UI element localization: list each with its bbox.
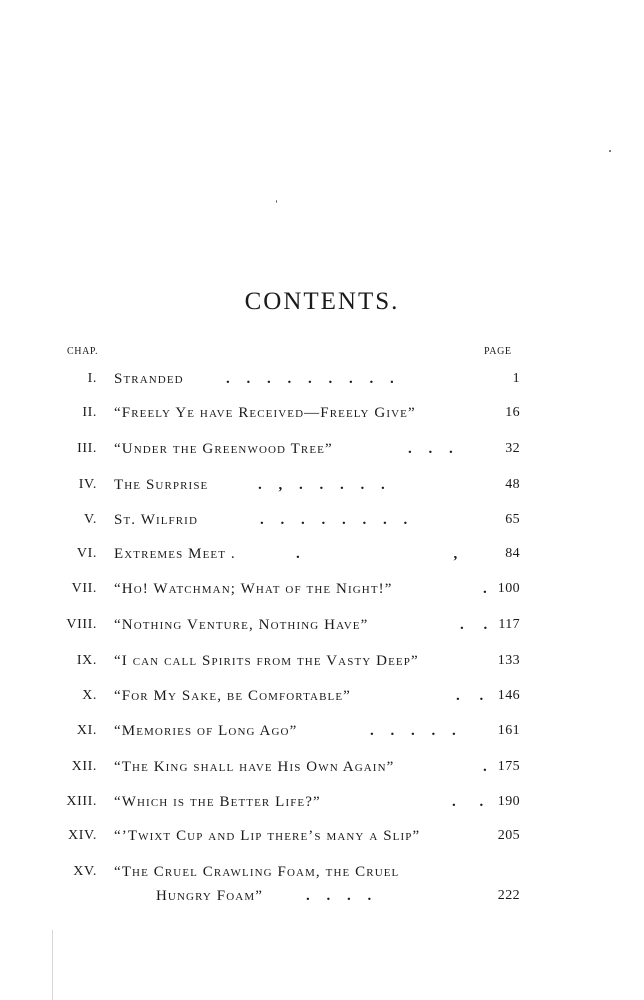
page-number: 205 [497,828,520,843]
chapter-title: “Memories of Long Ago” [114,723,298,739]
chapter-title: “Nothing Venture, Nothing Have” [114,617,369,633]
page-column-header: PAGE [484,346,512,357]
chapter-number: X. [82,688,97,703]
chapter-number: I. [87,371,97,386]
contents-entry [0,581,644,605]
chapter-title: St. Wilfrid [114,512,198,528]
page-number: 175 [497,759,520,774]
chapter-title: “The King shall have His Own Again” [114,759,395,775]
page-number: 84 [505,546,520,561]
chapter-number: V. [83,512,97,527]
page-number: 190 [497,794,520,809]
contents-entry [0,653,644,677]
chapter-title: “I can call Spirits from the Vasty Deep” [114,653,419,669]
contents-entry [0,723,644,747]
contents-entry [0,405,644,429]
page-number: 161 [497,723,520,738]
chapter-number: XV. [73,864,97,879]
leader-dots: . . . . [306,888,372,904]
contents-entry [0,688,644,712]
chapter-title: Stranded [114,371,184,387]
chapter-title: “Under the Greenwood Tree” [114,441,333,457]
contents-entry [0,441,644,465]
chapter-title: The Surprise [114,477,209,493]
contents-entry [0,477,644,501]
chapter-number: XIV. [68,828,97,843]
leader-dots: . [483,759,487,775]
contents-entry [0,864,644,912]
contents-entry [0,512,644,536]
leader-dots: . [483,581,487,597]
chapter-title-continued: Hungry Foam” [156,888,263,904]
page-number: 1 [512,371,520,386]
page-number: 65 [505,512,520,527]
chapter-title: “Which is the Better Life?” [114,794,321,810]
contents-entry [0,371,644,395]
leader-dots: . . . . . . . . [260,512,408,528]
contents-entry [0,759,644,783]
chapter-number: IX. [76,653,97,668]
contents-entry [0,794,644,818]
chapter-title: “The Cruel Crawling Foam, the Cruel [114,864,400,880]
chapter-number: VII. [71,581,97,596]
leader-dots: . . [452,794,484,810]
chapter-number: XII. [71,759,97,774]
leader-dots: . . . [408,441,453,457]
chapter-number: II. [82,405,97,420]
page-number: 117 [498,617,520,632]
chapter-title: “For My Sake, be Comfortable” [114,688,351,704]
chapter-number: IV. [78,477,97,492]
leader-dots: . , . . . . . [258,477,385,493]
chapter-number: III. [77,441,97,456]
leader-dots: . . [460,617,488,633]
leader-dots: . . . . . . . . . [226,371,394,387]
contents-entry [0,828,644,852]
page-number: 133 [497,653,520,668]
page-number: 32 [505,441,520,456]
chapter-number: XIII. [66,794,97,809]
chapter-title: “Freely Ye have Received—Freely Give” [114,405,416,421]
page-number: 146 [497,688,520,703]
leader-dots: . , [296,546,458,562]
leader-dots: . . [456,688,484,704]
contents-entry [0,617,644,641]
leader-dots: . . . . . [370,723,456,739]
chapter-number: VI. [76,546,97,561]
page-number: 222 [497,888,520,903]
contents-entry [0,546,644,570]
chap-column-header: CHAP. [67,346,99,357]
chapter-number: VIII. [66,617,97,632]
chapter-title: “’Twixt Cup and Lip there’s many a Slip” [114,828,421,844]
page-number: 16 [505,405,520,420]
page-number: 48 [505,477,520,492]
chapter-title: Extremes Meet . [114,546,236,562]
chapter-title: “Ho! Watchman; What of the Night!” [114,581,393,597]
contents-title: CONTENTS. [244,288,400,315]
chapter-number: XI. [76,723,97,738]
page-number: 100 [497,581,520,596]
